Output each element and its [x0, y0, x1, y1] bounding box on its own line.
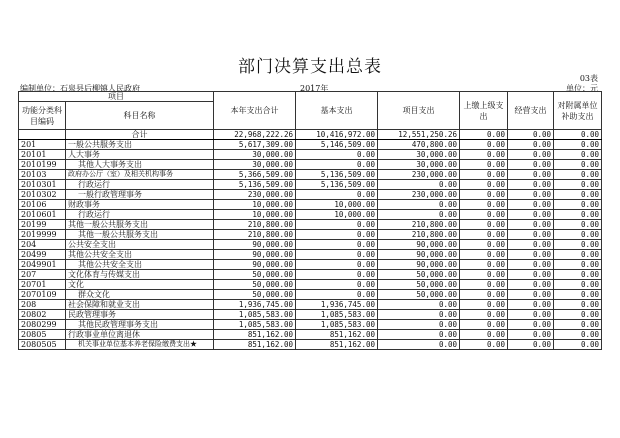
cell-code: 20805: [19, 330, 66, 340]
cell-basic: 0.00: [296, 280, 378, 290]
cell-upper: 0.00: [460, 310, 508, 320]
cell-basic: 5,136,509.00: [296, 180, 378, 190]
cell-name: 行政事业单位离退休: [66, 330, 214, 340]
header-item: 项目: [19, 92, 214, 102]
cell-total: 5,366,509.00: [214, 170, 296, 180]
cell-total: 5,136,509.00: [214, 180, 296, 190]
cell-business: 0.00: [508, 260, 554, 270]
cell-total: 30,000.00: [214, 150, 296, 160]
cell-business: 0.00: [508, 170, 554, 180]
cell-total: 1,085,583.00: [214, 320, 296, 330]
cell-total: 30,000.00: [214, 160, 296, 170]
cell-basic: 0.00: [296, 230, 378, 240]
cell-upper: 0.00: [460, 170, 508, 180]
cell-project: 30,000.00: [378, 160, 460, 170]
cell-basic: 0.00: [296, 220, 378, 230]
cell-upper: 0.00: [460, 250, 508, 260]
cell-name: 社会保障和就业支出: [66, 300, 214, 310]
header-basic: 基本支出: [296, 92, 378, 130]
table-row: [19, 300, 602, 310]
cell-upper: 0.00: [460, 260, 508, 270]
table-body: [19, 130, 602, 350]
cell-name: 其他公共安全支出: [66, 260, 214, 270]
cell-name: 其他民政管理事务支出: [66, 320, 214, 330]
table-row: [19, 190, 602, 200]
cell-subsidiary: 0.00: [554, 200, 602, 210]
cell-business: 0.00: [508, 150, 554, 160]
header-code: 功能分类科目编码: [19, 102, 66, 130]
cell-subsidiary: 0.00: [554, 130, 602, 140]
cell-business: 0.00: [508, 320, 554, 330]
cell-code: 2019999: [19, 230, 66, 240]
cell-subsidiary: 0.00: [554, 160, 602, 170]
cell-project: 230,000.00: [378, 190, 460, 200]
cell-basic: 851,162.00: [296, 330, 378, 340]
cell-code: 2080299: [19, 320, 66, 330]
cell-project: 0.00: [378, 310, 460, 320]
cell-code: 2010301: [19, 180, 66, 190]
cell-subsidiary: 0.00: [554, 170, 602, 180]
cell-business: 0.00: [508, 280, 554, 290]
cell-subsidiary: 0.00: [554, 300, 602, 310]
cell-project: 0.00: [378, 300, 460, 310]
cell-project: 230,000.00: [378, 170, 460, 180]
cell-business: 0.00: [508, 160, 554, 170]
table-row: [19, 230, 602, 240]
cell-basic: 851,162.00: [296, 340, 378, 350]
table-row: [19, 330, 602, 340]
cell-subsidiary: 0.00: [554, 140, 602, 150]
cell-project: 0.00: [378, 340, 460, 350]
header-name: 科目名称: [66, 102, 214, 130]
cell-business: 0.00: [508, 130, 554, 140]
header-subsidiary: 对附属单位补助支出: [554, 92, 602, 130]
table-row: [19, 260, 602, 270]
cell-subsidiary: 0.00: [554, 180, 602, 190]
cell-subsidiary: 0.00: [554, 280, 602, 290]
cell-basic: 0.00: [296, 240, 378, 250]
table-row: [19, 240, 602, 250]
compiling-unit: 编制单位：石泉县后柳镇人民政府: [20, 84, 140, 93]
cell-business: 0.00: [508, 310, 554, 320]
table-row: [19, 280, 602, 290]
cell-basic: 1,085,583.00: [296, 320, 378, 330]
cell-business: 0.00: [508, 180, 554, 190]
cell-name: 文化体育与传媒支出: [66, 270, 214, 280]
cell-basic: 0.00: [296, 290, 378, 300]
cell-business: 0.00: [508, 200, 554, 210]
cell-total: 50,000.00: [214, 290, 296, 300]
cell-upper: 0.00: [460, 290, 508, 300]
table-row: [19, 200, 602, 210]
cell-business: 0.00: [508, 220, 554, 230]
cell-business: 0.00: [508, 240, 554, 250]
table-row: [19, 270, 602, 280]
header-project: 项目支出: [378, 92, 460, 130]
cell-project: 50,000.00: [378, 290, 460, 300]
cell-upper: 0.00: [460, 300, 508, 310]
table-row: [19, 160, 602, 170]
cell-upper: 0.00: [460, 160, 508, 170]
cell-business: 0.00: [508, 140, 554, 150]
cell-basic: 1,085,583.00: [296, 310, 378, 320]
cell-project: 90,000.00: [378, 250, 460, 260]
cell-total: 10,000.00: [214, 210, 296, 220]
cell-subsidiary: 0.00: [554, 260, 602, 270]
cell-subsidiary: 0.00: [554, 330, 602, 340]
cell-name: 一般公共服务支出: [66, 140, 214, 150]
cell-code: 2010302: [19, 190, 66, 200]
cell-basic: 0.00: [296, 270, 378, 280]
cell-project: 0.00: [378, 210, 460, 220]
cell-total: 22,968,222.26: [214, 130, 296, 140]
cell-subsidiary: 0.00: [554, 230, 602, 240]
currency-unit: 单位：元: [566, 84, 598, 93]
table-row: [19, 130, 602, 140]
cell-name: 政府办公厅（室）及相关机构事务: [66, 170, 214, 180]
cell-code: [19, 130, 66, 140]
cell-code: 207: [19, 270, 66, 280]
cell-code: 20802: [19, 310, 66, 320]
table-row: [19, 140, 602, 150]
cell-basic: 0.00: [296, 250, 378, 260]
cell-total: 90,000.00: [214, 260, 296, 270]
cell-basic: 1,936,745.00: [296, 300, 378, 310]
cell-project: 0.00: [378, 200, 460, 210]
cell-upper: 0.00: [460, 340, 508, 350]
cell-subsidiary: 0.00: [554, 250, 602, 260]
cell-business: 0.00: [508, 230, 554, 240]
table-row: [19, 210, 602, 220]
table-row: [19, 170, 602, 180]
cell-code: 204: [19, 240, 66, 250]
cell-code: 20103: [19, 170, 66, 180]
cell-basic: 5,146,509.00: [296, 140, 378, 150]
cell-total: 210,800.00: [214, 230, 296, 240]
cell-subsidiary: 0.00: [554, 210, 602, 220]
cell-basic: 0.00: [296, 260, 378, 270]
cell-code: 2080505: [19, 340, 66, 350]
cell-upper: 0.00: [460, 240, 508, 250]
cell-name: 合计: [66, 130, 214, 140]
cell-project: 210,800.00: [378, 220, 460, 230]
cell-basic: 10,000.00: [296, 200, 378, 210]
table-row: [19, 290, 602, 300]
cell-project: 210,800.00: [378, 230, 460, 240]
cell-total: 90,000.00: [214, 250, 296, 260]
cell-code: 2070109: [19, 290, 66, 300]
cell-upper: 0.00: [460, 190, 508, 200]
table-row: [19, 180, 602, 190]
header-upper: 上缴上级支出: [460, 92, 508, 130]
cell-subsidiary: 0.00: [554, 150, 602, 160]
cell-name: 行政运行: [66, 210, 214, 220]
cell-subsidiary: 0.00: [554, 190, 602, 200]
cell-upper: 0.00: [460, 280, 508, 290]
cell-basic: 10,416,972.00: [296, 130, 378, 140]
cell-project: 50,000.00: [378, 270, 460, 280]
cell-business: 0.00: [508, 210, 554, 220]
cell-name: 一般行政管理事务: [66, 190, 214, 200]
cell-business: 0.00: [508, 290, 554, 300]
cell-code: 2049901: [19, 260, 66, 270]
cell-total: 851,162.00: [214, 340, 296, 350]
table-row: [19, 310, 602, 320]
table-row: [19, 320, 602, 330]
cell-upper: 0.00: [460, 270, 508, 280]
cell-upper: 0.00: [460, 200, 508, 210]
cell-subsidiary: 0.00: [554, 240, 602, 250]
cell-name: 民政管理事务: [66, 310, 214, 320]
cell-total: 210,800.00: [214, 220, 296, 230]
cell-total: 50,000.00: [214, 280, 296, 290]
cell-subsidiary: 0.00: [554, 270, 602, 280]
cell-code: 20199: [19, 220, 66, 230]
cell-code: 2010601: [19, 210, 66, 220]
cell-business: 0.00: [508, 340, 554, 350]
cell-upper: 0.00: [460, 330, 508, 340]
header-total: 本年支出合计: [214, 92, 296, 130]
cell-project: 90,000.00: [378, 240, 460, 250]
cell-project: 0.00: [378, 180, 460, 190]
cell-code: 208: [19, 300, 66, 310]
cell-total: 5,617,309.00: [214, 140, 296, 150]
cell-name: 其他人大事务支出: [66, 160, 214, 170]
cell-upper: 0.00: [460, 220, 508, 230]
cell-code: 20701: [19, 280, 66, 290]
cell-name: 群众文化: [66, 290, 214, 300]
form-number: 03表: [579, 74, 598, 83]
cell-project: 0.00: [378, 320, 460, 330]
cell-upper: 0.00: [460, 320, 508, 330]
cell-subsidiary: 0.00: [554, 290, 602, 300]
cell-business: 0.00: [508, 190, 554, 200]
table-row: [19, 150, 602, 160]
cell-business: 0.00: [508, 300, 554, 310]
cell-upper: 0.00: [460, 140, 508, 150]
cell-total: 1,936,745.00: [214, 300, 296, 310]
cell-business: 0.00: [508, 250, 554, 260]
cell-subsidiary: 0.00: [554, 340, 602, 350]
cell-code: 201: [19, 140, 66, 150]
cell-total: 50,000.00: [214, 270, 296, 280]
report-title: 部门决算支出总表: [238, 57, 382, 77]
table-row: [19, 340, 602, 350]
table-row: [19, 220, 602, 230]
cell-project: 30,000.00: [378, 150, 460, 160]
cell-name: 其他公共安全支出: [66, 250, 214, 260]
cell-project: 50,000.00: [378, 280, 460, 290]
cell-total: 230,000.00: [214, 190, 296, 200]
cell-project: 0.00: [378, 330, 460, 340]
cell-name: 机关事业单位基本养老保险缴费支出★: [66, 340, 214, 350]
cell-name: 人大事务: [66, 150, 214, 160]
table-row: [19, 250, 602, 260]
cell-code: 20106: [19, 200, 66, 210]
cell-name: 公共安全支出: [66, 240, 214, 250]
cell-name: 行政运行: [66, 180, 214, 190]
cell-name: 文化: [66, 280, 214, 290]
cell-basic: 10,000.00: [296, 210, 378, 220]
cell-code: 20499: [19, 250, 66, 260]
expenditure-table: [18, 91, 602, 350]
cell-total: 851,162.00: [214, 330, 296, 340]
cell-basic: 5,136,509.00: [296, 170, 378, 180]
cell-name: 其他一般公共服务支出: [66, 220, 214, 230]
cell-name: 其他一般公共服务支出: [66, 230, 214, 240]
cell-subsidiary: 0.00: [554, 320, 602, 330]
cell-basic: 0.00: [296, 150, 378, 160]
cell-total: 10,000.00: [214, 200, 296, 210]
cell-total: 90,000.00: [214, 240, 296, 250]
cell-upper: 0.00: [460, 230, 508, 240]
cell-business: 0.00: [508, 330, 554, 340]
cell-business: 0.00: [508, 270, 554, 280]
cell-code: 2010199: [19, 160, 66, 170]
cell-subsidiary: 0.00: [554, 220, 602, 230]
cell-code: 20101: [19, 150, 66, 160]
cell-basic: 0.00: [296, 160, 378, 170]
cell-total: 1,085,583.00: [214, 310, 296, 320]
cell-upper: 0.00: [460, 210, 508, 220]
header-business: 经营支出: [508, 92, 554, 130]
cell-project: 12,551,250.26: [378, 130, 460, 140]
cell-upper: 0.00: [460, 180, 508, 190]
cell-name: 财政事务: [66, 200, 214, 210]
cell-subsidiary: 0.00: [554, 310, 602, 320]
cell-project: 90,000.00: [378, 260, 460, 270]
cell-basic: 0.00: [296, 190, 378, 200]
cell-project: 470,800.00: [378, 140, 460, 150]
report-year: 2017年: [300, 84, 329, 93]
cell-upper: 0.00: [460, 130, 508, 140]
cell-upper: 0.00: [460, 150, 508, 160]
